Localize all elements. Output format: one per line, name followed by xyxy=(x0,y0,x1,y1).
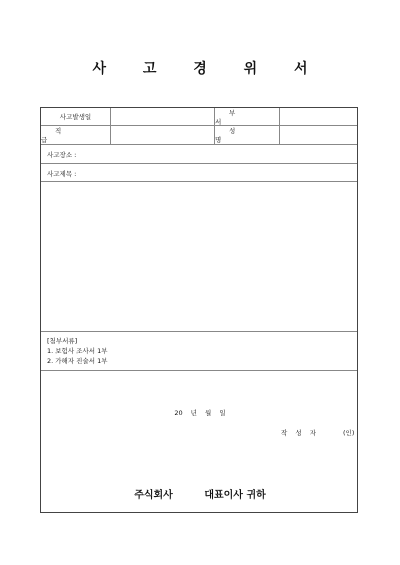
header-row-1 xyxy=(41,108,357,126)
addressee-line xyxy=(41,486,359,501)
department-field[interactable] xyxy=(280,108,357,125)
department-label-text: 부 서 xyxy=(215,108,250,126)
position-label xyxy=(41,126,111,144)
name-field[interactable] xyxy=(280,126,357,144)
attachment-item: 2. 가해자 진술서 1부 xyxy=(47,357,108,365)
accident-date-field[interactable] xyxy=(111,108,215,125)
date-day: 일 xyxy=(219,409,226,417)
attachment-item: 1. 보험사 조사서 1부 xyxy=(47,347,108,355)
department-label xyxy=(215,108,280,125)
subject-label: 사고제목 : xyxy=(47,170,77,178)
location-label: 사고장소 : xyxy=(47,151,77,159)
accident-date-label: 사고발생일 xyxy=(41,108,111,125)
header-row-2 xyxy=(41,126,357,145)
subject-row[interactable] xyxy=(41,164,357,182)
seal-label: (인) xyxy=(343,429,355,437)
attachments-list xyxy=(47,336,108,366)
date-line xyxy=(41,408,359,417)
description-area[interactable] xyxy=(41,182,357,332)
position-field[interactable] xyxy=(111,126,215,144)
attachments-heading: [첨부서류] xyxy=(47,337,78,345)
document-title: 사 고 경 위 서 xyxy=(92,61,324,77)
name-label xyxy=(215,126,280,144)
location-row[interactable] xyxy=(41,145,357,164)
name-label-text: 성 명 xyxy=(215,127,250,144)
date-month: 월 xyxy=(205,409,212,417)
writer-label: 작 성 자 xyxy=(281,429,319,437)
attachments-section xyxy=(41,332,357,371)
date-year-prefix: 20 xyxy=(174,409,183,417)
date-year: 년 xyxy=(190,409,197,417)
report-form xyxy=(40,107,358,513)
recipient-label: 대표이사 귀하 xyxy=(204,490,266,501)
position-label-text: 직 급 xyxy=(41,127,76,144)
company-label: 주식회사 xyxy=(134,490,173,501)
